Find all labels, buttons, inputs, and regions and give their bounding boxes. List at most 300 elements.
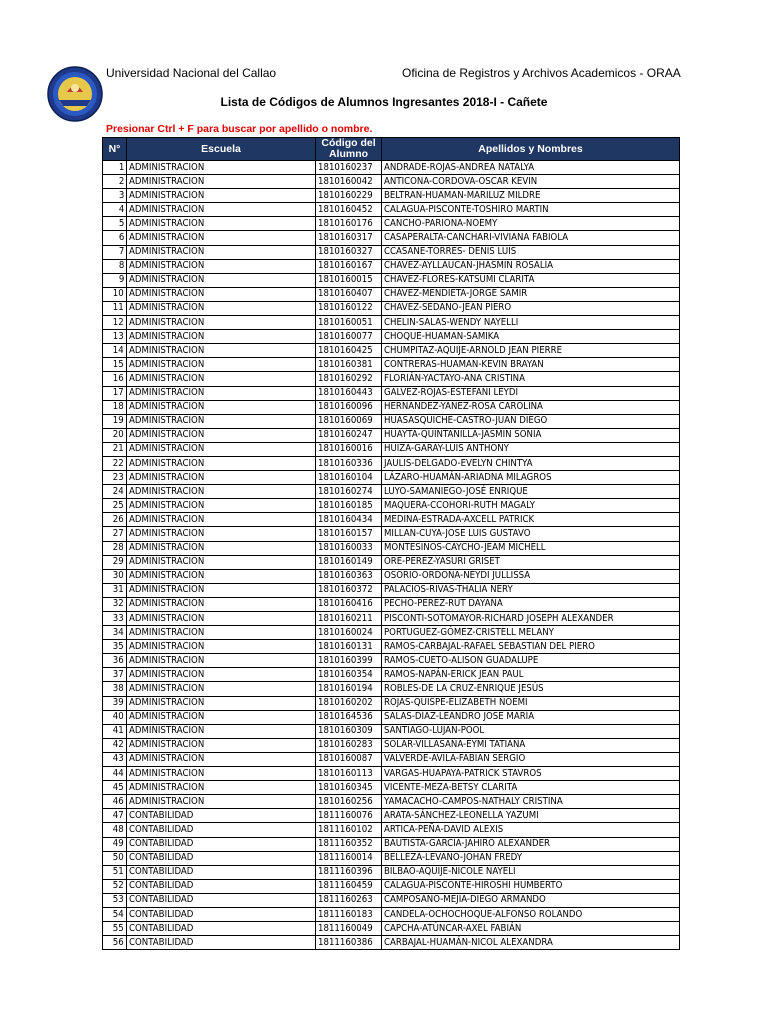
cell-school — [127, 316, 316, 330]
cell-code-text: 1810160033 — [318, 542, 373, 554]
cell-number-text: 18 — [113, 401, 124, 413]
cell-number-text: 23 — [113, 471, 124, 483]
cell-number-text: 37 — [113, 668, 124, 680]
office-name: Oficina de Registros y Archivos Academicos - ORAA — [402, 66, 681, 80]
cell-school — [127, 837, 316, 851]
cell-school-text: ADMINISTRACION — [129, 260, 205, 272]
cell-school-text: ADMINISTRACION — [129, 781, 205, 793]
cell-name — [382, 682, 680, 696]
cell-name — [382, 217, 680, 231]
cell-school — [127, 301, 316, 315]
cell-number — [103, 330, 127, 344]
cell-number — [103, 231, 127, 245]
table-row — [103, 513, 680, 527]
cell-number — [103, 161, 127, 175]
cell-name-text: BILBAO-AQUIJE-NICOLE NAYELI — [384, 866, 516, 878]
table-row — [103, 879, 680, 893]
table-row — [103, 386, 680, 400]
cell-code-text: 1810160416 — [318, 598, 373, 610]
cell-school — [127, 752, 316, 766]
cell-number-text: 42 — [113, 739, 124, 751]
cell-school-text: ADMINISTRACION — [129, 626, 205, 638]
cell-code-text: 1810160149 — [318, 556, 373, 568]
cell-name — [382, 456, 680, 470]
cell-school-text: ADMINISTRACION — [129, 443, 205, 455]
cell-code-text: 1811160014 — [318, 852, 373, 864]
cell-number — [103, 879, 127, 893]
cell-name — [382, 767, 680, 781]
cell-code-text: 1810160069 — [318, 415, 373, 427]
cell-code-text: 1810160194 — [318, 683, 373, 695]
cell-name-text: RAMOS-CARBAJAL-RAFAEL SEBASTIAN DEL PIERO — [384, 640, 595, 652]
cell-name — [382, 738, 680, 752]
cell-number — [103, 767, 127, 781]
cell-code-text: 1811160102 — [318, 823, 373, 835]
cell-name — [382, 245, 680, 259]
cell-name-text: CANDELA-OCHOCHOQUE-ALFONSO ROLANDO — [384, 908, 583, 920]
cell-name — [382, 583, 680, 597]
table-row — [103, 752, 680, 766]
cell-number-text: 20 — [113, 429, 124, 441]
cell-code — [316, 781, 382, 795]
cell-school-text: ADMINISTRACION — [129, 711, 205, 723]
cell-number-text: 8 — [118, 260, 124, 272]
cell-name — [382, 161, 680, 175]
table-row — [103, 527, 680, 541]
cell-name-text: CHAVEZ-AYLLAUCAN-JHASMIN ROSALIA — [384, 260, 554, 272]
cell-name — [382, 513, 680, 527]
cell-code-text: 1810160087 — [318, 753, 373, 765]
cell-name — [382, 851, 680, 865]
cell-code-text: 1810160042 — [318, 175, 373, 187]
cell-name — [382, 781, 680, 795]
cell-number-text: 56 — [113, 936, 124, 948]
cell-school — [127, 217, 316, 231]
cell-name-text: BELLEZA-LEVANO-JOHAN FREDY — [384, 852, 523, 864]
cell-name-text: ANDRADE-ROJAS-ANDREA NATALYA — [384, 161, 535, 173]
cell-code — [316, 682, 382, 696]
cell-code-text: 1810160202 — [318, 697, 373, 709]
cell-code — [316, 809, 382, 823]
cell-code — [316, 583, 382, 597]
cell-code — [316, 189, 382, 203]
cell-code-text: 1810160176 — [318, 217, 373, 229]
cell-name — [382, 471, 680, 485]
cell-name-text: CCASANE-TORRES- DENIS LUIS — [384, 246, 517, 258]
table-row — [103, 330, 680, 344]
cell-number-text: 53 — [113, 894, 124, 906]
cell-school — [127, 231, 316, 245]
cell-code-text: 1810160015 — [318, 274, 373, 286]
cell-number-text: 21 — [113, 443, 124, 455]
cell-school — [127, 175, 316, 189]
table-row — [103, 400, 680, 414]
cell-number-text: 45 — [113, 781, 124, 793]
cell-number-text: 14 — [113, 344, 124, 356]
cell-school-text: ADMINISTRACION — [129, 246, 205, 258]
cell-school — [127, 372, 316, 386]
cell-number-text: 44 — [113, 767, 124, 779]
table-row — [103, 189, 680, 203]
cell-school-text: ADMINISTRACION — [129, 795, 205, 807]
cell-name — [382, 344, 680, 358]
cell-name — [382, 231, 680, 245]
cell-school — [127, 865, 316, 879]
cell-name — [382, 879, 680, 893]
cell-name — [382, 865, 680, 879]
cell-name-text: LÁZARO-HUAMÁN-ARIADNA MILAGROS — [384, 471, 552, 483]
cell-code — [316, 428, 382, 442]
table-row — [103, 837, 680, 851]
cell-name — [382, 752, 680, 766]
cell-number-text: 3 — [118, 189, 124, 201]
cell-code — [316, 217, 382, 231]
cell-name-text: MILLAN-CUYA-JOSE LUIS GUSTAVO — [384, 527, 531, 539]
cell-code-text: 1810160024 — [318, 626, 373, 638]
cell-number — [103, 386, 127, 400]
cell-name-text: PECHO-PEREZ-RUT DAYANA — [384, 598, 503, 610]
cell-school-text: ADMINISTRACION — [129, 725, 205, 737]
cell-name — [382, 287, 680, 301]
cell-code — [316, 372, 382, 386]
cell-school-text: ADMINISTRACION — [129, 415, 205, 427]
cell-school-text: CONTABILIDAD — [129, 936, 194, 948]
column-header-school: Escuela — [127, 138, 316, 161]
cell-name-text: SOLAR-VILLASANA-EYMI TATIANA — [384, 739, 526, 751]
cell-code-text: 1811160352 — [318, 838, 373, 850]
cell-code-text: 1810160399 — [318, 654, 373, 666]
cell-school — [127, 456, 316, 470]
cell-name-text: CHÁVEZ-MENDIETA-JORGE SAMIR — [384, 288, 528, 300]
cell-school-text: ADMINISTRACION — [129, 175, 205, 187]
cell-school — [127, 161, 316, 175]
cell-name-text: PALACIOS-RIVAS-THALIA NERY — [384, 584, 513, 596]
cell-name-text: CALAGUA-PISCONTE-TOSHIRO MARTIN — [384, 203, 549, 215]
cell-code-text: 1810160211 — [318, 612, 373, 624]
cell-code — [316, 626, 382, 640]
students-table — [102, 137, 680, 950]
cell-name-text: VARGAS-HUAPAYA-PATRICK STAVROS — [384, 767, 542, 779]
cell-school — [127, 823, 316, 837]
cell-number — [103, 795, 127, 809]
cell-school-text: ADMINISTRACION — [129, 429, 205, 441]
cell-name — [382, 907, 680, 921]
table-row — [103, 668, 680, 682]
cell-code-text: 1810160113 — [318, 767, 373, 779]
cell-number — [103, 907, 127, 921]
search-hint: Presionar Ctrl + F para buscar por apellido o nombre. — [106, 123, 373, 135]
cell-name — [382, 654, 680, 668]
cell-school-text: CONTABILIDAD — [129, 922, 194, 934]
table-row — [103, 922, 680, 936]
cell-code-text: 1810160122 — [318, 302, 373, 314]
cell-school-text: ADMINISTRACION — [129, 542, 205, 554]
cell-code-text: 1811160263 — [318, 894, 373, 906]
cell-code — [316, 569, 382, 583]
table-row — [103, 485, 680, 499]
cell-school — [127, 358, 316, 372]
cell-school-text: ADMINISTRACION — [129, 584, 205, 596]
table-row — [103, 583, 680, 597]
cell-number-text: 36 — [113, 654, 124, 666]
table-row — [103, 344, 680, 358]
cell-number-text: 32 — [113, 598, 124, 610]
cell-code — [316, 597, 382, 611]
table-row — [103, 612, 680, 626]
cell-name-text: PORTUGUEZ-GÓMEZ-CRISTELL MELANY — [384, 626, 554, 638]
cell-number — [103, 809, 127, 823]
cell-number-text: 34 — [113, 626, 124, 638]
cell-code — [316, 922, 382, 936]
cell-school-text: ADMINISTRACION — [129, 232, 205, 244]
cell-number-text: 7 — [118, 246, 124, 258]
table-row — [103, 710, 680, 724]
cell-code — [316, 287, 382, 301]
cell-number-text: 1 — [118, 161, 124, 173]
cell-number — [103, 471, 127, 485]
cell-name-text: ARTICA-PEÑA-DAVID ALEXIS — [384, 823, 504, 835]
cell-name — [382, 809, 680, 823]
cell-name-text: GALVEZ-ROJAS-ESTEFANI LEYDI — [384, 387, 519, 399]
cell-name-text: VALVERDE-AVILA-FABIAN SERGIO — [384, 753, 526, 765]
cell-code — [316, 301, 382, 315]
cell-name — [382, 330, 680, 344]
cell-code — [316, 442, 382, 456]
cell-code — [316, 879, 382, 893]
cell-code — [316, 203, 382, 217]
cell-name-text: CHAVEZ-SEDANO-JEAN PIERO — [384, 302, 512, 314]
cell-code-text: 1810160016 — [318, 443, 373, 455]
cell-school-text: ADMINISTRACION — [129, 372, 205, 384]
cell-number — [103, 640, 127, 654]
cell-number-text: 39 — [113, 697, 124, 709]
cell-number — [103, 287, 127, 301]
cell-school-text: ADMINISTRACION — [129, 570, 205, 582]
cell-code-text: 1810160452 — [318, 203, 373, 215]
cell-school — [127, 527, 316, 541]
cell-school-text: ADMINISTRACION — [129, 612, 205, 624]
cell-number-text: 40 — [113, 711, 124, 723]
cell-school-text: ADMINISTRACION — [129, 302, 205, 314]
cell-name — [382, 358, 680, 372]
cell-code — [316, 541, 382, 555]
cell-number-text: 28 — [113, 542, 124, 554]
cell-school — [127, 344, 316, 358]
cell-school — [127, 189, 316, 203]
cell-number — [103, 175, 127, 189]
cell-name-text: HUAYTA-QUINTANILLA-JASMIN SONIA — [384, 429, 542, 441]
cell-name-text: CAPCHA-ATÚNCAR-AXEL FABIÁN — [384, 922, 522, 934]
cell-code-text: 1810160157 — [318, 527, 373, 539]
cell-school — [127, 428, 316, 442]
cell-code — [316, 344, 382, 358]
cell-school — [127, 907, 316, 921]
cell-number-text: 22 — [113, 457, 124, 469]
cell-school-text: ADMINISTRACION — [129, 457, 205, 469]
cell-number — [103, 513, 127, 527]
table-row — [103, 724, 680, 738]
cell-code — [316, 555, 382, 569]
cell-name-text: CASAPERALTA-CANCHARI-VIVIANA FABIOLA — [384, 232, 569, 244]
table-row — [103, 640, 680, 654]
cell-school — [127, 513, 316, 527]
cell-school-text: ADMINISTRACION — [129, 598, 205, 610]
cell-school-text: ADMINISTRACION — [129, 654, 205, 666]
cell-school-text: ADMINISTRACION — [129, 753, 205, 765]
table-row — [103, 893, 680, 907]
cell-school — [127, 626, 316, 640]
cell-school-text: ADMINISTRACION — [129, 668, 205, 680]
cell-name-text: ORE-PEREZ-YASURI GRISET — [384, 556, 500, 568]
table-row — [103, 316, 680, 330]
cell-name-text: VICENTE-MEZA-BETSY CLARITA — [384, 781, 518, 793]
table-row — [103, 301, 680, 315]
table-row — [103, 823, 680, 837]
cell-code — [316, 724, 382, 738]
cell-number — [103, 851, 127, 865]
cell-school-text: CONTABILIDAD — [129, 852, 194, 864]
cell-school-text: ADMINISTRACION — [129, 640, 205, 652]
cell-code-text: 1810160247 — [318, 429, 373, 441]
table-row — [103, 203, 680, 217]
cell-number — [103, 245, 127, 259]
table-row — [103, 358, 680, 372]
table-row — [103, 767, 680, 781]
cell-number — [103, 442, 127, 456]
cell-code-text: 1810160381 — [318, 358, 373, 370]
cell-name — [382, 541, 680, 555]
cell-number-text: 9 — [118, 274, 124, 286]
cell-school — [127, 259, 316, 273]
cell-code-text: 1811160459 — [318, 880, 373, 892]
cell-number — [103, 189, 127, 203]
cell-school-text: ADMINISTRACION — [129, 697, 205, 709]
cell-code — [316, 767, 382, 781]
cell-code-text: 1810160104 — [318, 471, 373, 483]
cell-number — [103, 456, 127, 470]
cell-code — [316, 259, 382, 273]
cell-name — [382, 893, 680, 907]
cell-number — [103, 654, 127, 668]
cell-code — [316, 161, 382, 175]
cell-code — [316, 400, 382, 414]
cell-school — [127, 400, 316, 414]
table-row — [103, 287, 680, 301]
cell-name — [382, 922, 680, 936]
cell-code — [316, 386, 382, 400]
table-row — [103, 555, 680, 569]
cell-name-text: RAMOS-CUETO-ALISON GUADALUPE — [384, 654, 539, 666]
cell-name-text: HUIZA-GARAY-LUIS ANTHONY — [384, 443, 509, 455]
cell-number — [103, 682, 127, 696]
cell-code-text: 1810160229 — [318, 189, 373, 201]
cell-code-text: 1811160183 — [318, 908, 373, 920]
cell-name — [382, 527, 680, 541]
cell-number-text: 5 — [118, 217, 124, 229]
cell-code — [316, 273, 382, 287]
table-row — [103, 682, 680, 696]
cell-code-text: 1811160076 — [318, 809, 373, 821]
cell-name-text: ANTICONA-CORDOVA-OSCAR KEVIN — [384, 175, 538, 187]
cell-school — [127, 922, 316, 936]
cell-school-text: ADMINISTRACION — [129, 358, 205, 370]
cell-code — [316, 245, 382, 259]
cell-school-text: CONTABILIDAD — [129, 880, 194, 892]
cell-number — [103, 597, 127, 611]
cell-number-text: 41 — [113, 725, 124, 737]
table-row — [103, 259, 680, 273]
cell-number-text: 52 — [113, 880, 124, 892]
cell-code — [316, 795, 382, 809]
cell-number — [103, 781, 127, 795]
cell-name-text: MAQUERA-CCOHORI-RUTH MAGALY — [384, 499, 536, 511]
table-row — [103, 738, 680, 752]
cell-school — [127, 767, 316, 781]
cell-code-text: 1810160443 — [318, 387, 373, 399]
table-row — [103, 626, 680, 640]
cell-school — [127, 654, 316, 668]
cell-school — [127, 809, 316, 823]
cell-name — [382, 189, 680, 203]
table-row — [103, 245, 680, 259]
table-row — [103, 471, 680, 485]
cell-name-text: SALAS-DÍAZ-LEANDRO JOSE MARÍA — [384, 711, 535, 723]
cell-name-text: SANTIAGO-LUJAN-POOL — [384, 725, 485, 737]
cell-number — [103, 358, 127, 372]
cell-name — [382, 612, 680, 626]
table-row — [103, 428, 680, 442]
cell-code-text: 1810160051 — [318, 316, 373, 328]
cell-number — [103, 583, 127, 597]
cell-name-text: YAMACACHO-CAMPOS-NATHALY CRISTINA — [384, 795, 563, 807]
cell-code — [316, 710, 382, 724]
cell-school-text: ADMINISTRACION — [129, 527, 205, 539]
cell-number — [103, 555, 127, 569]
cell-school — [127, 273, 316, 287]
cell-school-text: CONTABILIDAD — [129, 908, 194, 920]
cell-code-text: 1810160131 — [318, 640, 373, 652]
cell-school-text: ADMINISTRACION — [129, 683, 205, 695]
cell-school-text: ADMINISTRACION — [129, 316, 205, 328]
cell-code — [316, 316, 382, 330]
cell-school — [127, 696, 316, 710]
cell-code — [316, 330, 382, 344]
cell-code-text: 1810160317 — [318, 232, 373, 244]
cell-school — [127, 893, 316, 907]
cell-number — [103, 865, 127, 879]
cell-name-text: PISCONTI-SOTOMAYOR-RICHARD JOSEPH ALEXANDER — [384, 612, 614, 624]
cell-number-text: 55 — [113, 922, 124, 934]
cell-name — [382, 823, 680, 837]
cell-code-text: 1810160185 — [318, 499, 373, 511]
cell-name — [382, 386, 680, 400]
cell-school — [127, 682, 316, 696]
column-header-number: N° — [103, 138, 127, 161]
cell-school — [127, 936, 316, 950]
cell-code — [316, 837, 382, 851]
cell-school-text: ADMINISTRACION — [129, 499, 205, 511]
cell-number — [103, 738, 127, 752]
cell-number-text: 26 — [113, 513, 124, 525]
cell-code-text: 1810160167 — [318, 260, 373, 272]
cell-number — [103, 922, 127, 936]
table-row — [103, 795, 680, 809]
cell-number-text: 49 — [113, 838, 124, 850]
cell-number — [103, 752, 127, 766]
cell-name-text: RAMOS-NAPÁN-ERICK JEAN PAUL — [384, 668, 524, 680]
cell-number — [103, 626, 127, 640]
cell-name — [382, 499, 680, 513]
